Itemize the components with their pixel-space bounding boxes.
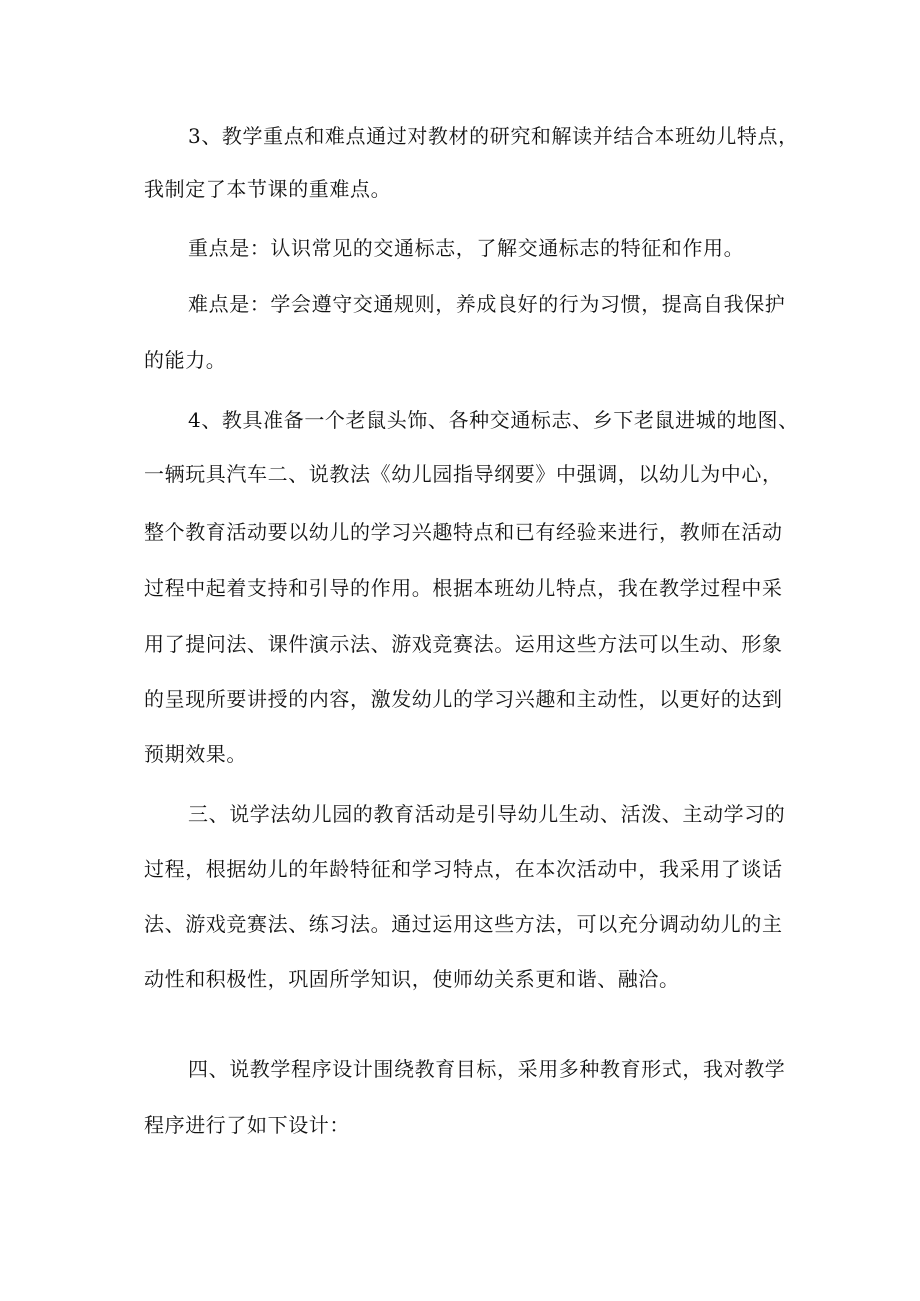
paragraph-line: 三、说学法幼儿园的教育活动是引导幼儿生动、活泼、主动学习的	[188, 802, 786, 826]
paragraph-line: 用了提问法、课件演示法、游戏竞赛法。运用这些方法可以生动、形象	[144, 632, 783, 656]
paragraph-line: 四、说教学程序设计围绕教育目标，采用多种教育形式，我对教学	[188, 1057, 786, 1081]
paragraph-line: 预期效果。	[144, 742, 247, 766]
paragraph-line: 一辆玩具汽车二、说教法《幼儿园指导纲要》中强调，以幼儿为中心，	[144, 462, 783, 486]
paragraph-line: 的能力。	[144, 348, 227, 372]
paragraph-line: 4、教具准备一个老鼠头饰、各种交通标志、乡下老鼠进城的地图、	[188, 408, 799, 432]
paragraph-line: 我制定了本节课的重难点。	[144, 177, 392, 201]
paragraph-line: 重点是：认识常见的交通标志，了解交通标志的特征和作用。	[188, 236, 745, 260]
paragraph-line: 动性和积极性，巩固所学知识，使师幼关系更和谐、融洽。	[144, 967, 680, 991]
paragraph-line: 3、教学重点和难点通过对教材的研究和解读并结合本班幼儿特点，	[188, 124, 799, 148]
paragraph-line: 难点是：学会遵守交通规则，养成良好的行为习惯，提高自我保护	[188, 292, 786, 316]
paragraph-line: 过程，根据幼儿的年龄特征和学习特点，在本次活动中，我采用了谈话	[144, 857, 783, 881]
paragraph-line: 程序进行了如下设计：	[144, 1113, 350, 1137]
paragraph-line: 的呈现所要讲授的内容，激发幼儿的学习兴趣和主动性，以更好的达到	[144, 687, 783, 711]
paragraph-line: 法、游戏竞赛法、练习法。通过运用这些方法，可以充分调动幼儿的主	[144, 912, 783, 936]
paragraph-line: 过程中起着支持和引导的作用。根据本班幼儿特点，我在教学过程中采	[144, 576, 783, 600]
paragraph-line: 整个教育活动要以幼儿的学习兴趣特点和已有经验来进行，教师在活动	[144, 520, 783, 544]
